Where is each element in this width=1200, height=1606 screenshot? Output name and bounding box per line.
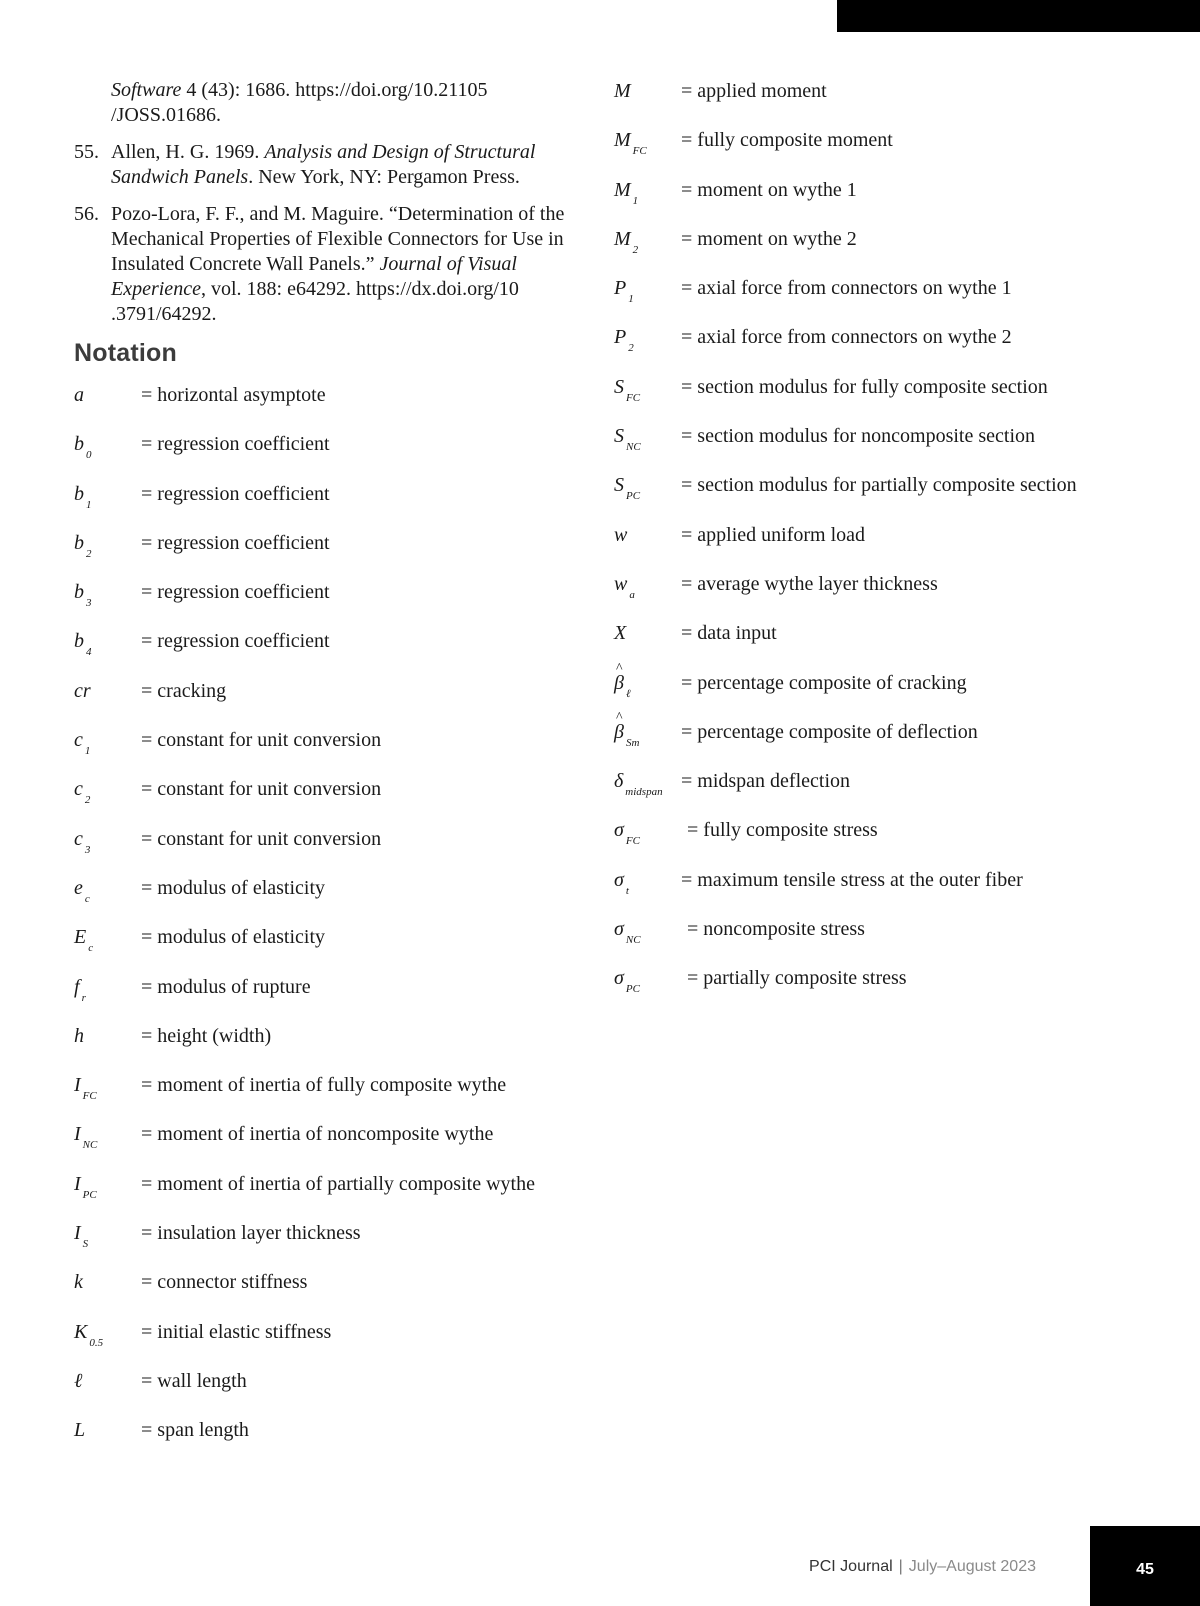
symbol-base: I bbox=[74, 1222, 81, 1245]
notation-row bbox=[614, 768, 1200, 817]
notation-row bbox=[614, 916, 1200, 965]
page-footer bbox=[809, 1558, 1036, 1576]
symbol-base: P bbox=[614, 277, 627, 300]
notation-symbol bbox=[614, 78, 631, 104]
notation-symbol bbox=[614, 275, 634, 312]
notation-row bbox=[614, 127, 1200, 176]
page-number: 45 bbox=[1136, 1561, 1154, 1578]
symbol-base: b bbox=[74, 531, 84, 554]
notation-symbol bbox=[614, 324, 634, 361]
notation-heading: Notation bbox=[74, 339, 177, 367]
symbol-base: cr bbox=[74, 679, 91, 702]
notation-row bbox=[614, 620, 1200, 669]
notation-row bbox=[74, 1319, 584, 1368]
notation-symbol bbox=[74, 776, 90, 813]
symbol-base: S bbox=[614, 425, 624, 448]
symbol-base: S bbox=[614, 474, 624, 497]
notation-row bbox=[74, 431, 584, 480]
notation-definition: = average wythe layer thickness bbox=[681, 572, 938, 595]
notation-row bbox=[74, 1368, 584, 1417]
notation-definition: = modulus of elasticity bbox=[141, 876, 326, 899]
symbol-base: δ bbox=[614, 770, 624, 793]
notation-symbol bbox=[74, 481, 92, 518]
notation-definition: = span length bbox=[141, 1419, 249, 1442]
notation-symbol bbox=[614, 423, 641, 460]
symbol-subscript: 0.5 bbox=[89, 1336, 104, 1349]
notation-definition: = regression coefficient bbox=[141, 630, 330, 653]
notation-symbol bbox=[74, 1319, 103, 1356]
notation-definition: = regression coefficient bbox=[141, 531, 330, 554]
symbol-subscript: 1 bbox=[86, 498, 92, 511]
notation-symbol bbox=[74, 1417, 85, 1443]
notation-row bbox=[74, 974, 584, 1023]
notation-symbol bbox=[74, 974, 86, 1011]
notation-definition: = cracking bbox=[141, 679, 227, 702]
symbol-base: I bbox=[74, 1172, 81, 1195]
notation-symbol bbox=[74, 1171, 97, 1208]
notation-symbol bbox=[614, 670, 631, 707]
symbol-subscript: c bbox=[84, 892, 90, 905]
symbol-subscript: 2 bbox=[86, 547, 92, 560]
left-column bbox=[74, 78, 584, 1467]
symbol-subscript: c bbox=[88, 942, 94, 955]
symbol-subscript: 2 bbox=[628, 342, 634, 355]
symbol-base: c bbox=[74, 827, 83, 850]
notation-definition: = fully composite stress bbox=[687, 819, 878, 842]
notation-definition: = percentage composite of deflection bbox=[681, 720, 978, 743]
notation-row bbox=[614, 324, 1200, 373]
notation-symbol bbox=[614, 916, 641, 953]
notation-symbol bbox=[614, 374, 640, 411]
notation-symbol bbox=[74, 727, 90, 764]
symbol-subscript: Sm bbox=[625, 736, 640, 749]
notation-row bbox=[74, 776, 584, 825]
notation-symbol bbox=[614, 226, 638, 263]
notation-symbol bbox=[614, 817, 640, 854]
symbol-base: b bbox=[74, 482, 84, 505]
reference-text: Pozo-Lora, F. F., and M. Maguire. “Determination of the Mechanical Properties of Flexible Connectors for Use in Insulated Concrete Wall Panels.” bbox=[111, 203, 565, 275]
notation-definition: = modulus of elasticity bbox=[141, 926, 326, 949]
reference-number: 55. bbox=[74, 141, 99, 163]
footer-separator: | bbox=[898, 1558, 903, 1575]
notation-definition: = noncomposite stress bbox=[687, 918, 865, 941]
symbol-base: ℓ bbox=[74, 1369, 83, 1392]
symbol-subscript: 2 bbox=[84, 794, 91, 807]
notation-symbol bbox=[614, 127, 647, 164]
symbol-subscript: NC bbox=[626, 441, 641, 454]
symbol-base: f bbox=[74, 975, 80, 998]
notation-definition: = moment on wythe 2 bbox=[681, 227, 857, 250]
symbol-base: c bbox=[74, 729, 83, 752]
issue-date: July–August 2023 bbox=[908, 1558, 1036, 1575]
notation-row bbox=[614, 670, 1200, 719]
notation-definition: = regression coefficient bbox=[141, 482, 330, 505]
notation-symbol bbox=[74, 1368, 82, 1394]
notation-definition: = horizontal asymptote bbox=[141, 384, 326, 406]
symbol-base: a bbox=[74, 384, 84, 406]
notation-row bbox=[74, 1023, 584, 1072]
symbol-subscript: PC bbox=[626, 490, 641, 503]
symbol-base: c bbox=[74, 778, 83, 801]
symbol-base: σ bbox=[614, 967, 624, 990]
symbol-base: b bbox=[74, 630, 84, 653]
notation-row bbox=[74, 1072, 584, 1121]
notation-symbol bbox=[74, 875, 90, 912]
symbol-subscript: 1 bbox=[628, 293, 634, 306]
notation-symbol bbox=[74, 530, 92, 567]
notation-definition: = fully composite moment bbox=[681, 129, 893, 152]
symbol-subscript: 3 bbox=[86, 597, 92, 610]
reference-text: , vol. 188: e64292. https://dx.doi.org/10 .3791/64292. bbox=[111, 278, 519, 325]
symbol-subscript: PC bbox=[625, 983, 640, 996]
notation-row bbox=[74, 1417, 584, 1466]
symbol-base: M bbox=[614, 178, 631, 201]
symbol-subscript: 4 bbox=[86, 646, 92, 659]
symbol-subscript: FC bbox=[626, 391, 641, 404]
notation-definition: = regression coefficient bbox=[141, 581, 330, 604]
notation-symbol bbox=[614, 522, 627, 548]
reference-list bbox=[74, 78, 584, 327]
symbol-subscript: a bbox=[629, 588, 635, 601]
notation-symbol bbox=[74, 1072, 97, 1109]
notation-definition: = midspan deflection bbox=[681, 770, 851, 793]
symbol-subscript: 0 bbox=[86, 449, 92, 462]
notation-row bbox=[74, 678, 584, 727]
notation-definition: = height (width) bbox=[141, 1024, 272, 1047]
notation-symbol bbox=[74, 1121, 97, 1158]
symbol-subscript: FC bbox=[625, 835, 640, 848]
journal-name: PCI Journal bbox=[809, 1558, 893, 1575]
symbol-base: w bbox=[614, 572, 628, 595]
symbol-base: I bbox=[74, 1074, 81, 1097]
notation-symbol bbox=[74, 431, 92, 468]
notation-row bbox=[614, 275, 1200, 324]
notation-symbol bbox=[614, 177, 638, 214]
notation-definition: = section modulus for fully composite section bbox=[681, 375, 1048, 398]
symbol-base: h bbox=[74, 1024, 84, 1047]
reference-title: Software bbox=[111, 79, 182, 101]
symbol-subscript: 1 bbox=[84, 745, 91, 758]
symbol-subscript: 1 bbox=[632, 194, 639, 207]
symbol-base: X bbox=[614, 622, 627, 645]
notation-row bbox=[74, 530, 584, 579]
notation-definition: = insulation layer thickness bbox=[141, 1222, 361, 1245]
notation-definition: = connector stiffness bbox=[141, 1271, 308, 1294]
symbol-base: k bbox=[74, 1271, 83, 1294]
reference-text: . New York, NY: Pergamon Press. bbox=[248, 166, 520, 188]
notation-row bbox=[614, 423, 1200, 472]
notation-row bbox=[74, 481, 584, 530]
symbol-base: ^ β bbox=[614, 719, 624, 745]
symbol-base: M bbox=[614, 227, 631, 250]
symbol-base: σ bbox=[614, 819, 624, 842]
notation-row bbox=[614, 374, 1200, 423]
notation-row bbox=[614, 817, 1200, 866]
symbol-subscript: FC bbox=[82, 1090, 97, 1103]
notation-definition: = constant for unit conversion bbox=[141, 827, 382, 850]
symbol-subscript: PC bbox=[82, 1188, 97, 1201]
symbol-base: S bbox=[614, 375, 624, 398]
symbol-subscript: 2 bbox=[632, 243, 639, 256]
notation-symbol bbox=[614, 965, 640, 1002]
symbol-base: L bbox=[74, 1419, 86, 1442]
symbol-subscript: S bbox=[82, 1238, 89, 1251]
notation-row bbox=[614, 177, 1200, 226]
symbol-base: I bbox=[74, 1123, 81, 1146]
symbol-subscript: FC bbox=[632, 145, 647, 158]
symbol-base: σ bbox=[614, 868, 624, 891]
notation-symbol bbox=[74, 1220, 88, 1257]
reference-item bbox=[74, 140, 584, 190]
symbol-base: e bbox=[74, 876, 83, 899]
notation-row bbox=[74, 875, 584, 924]
notation-list-left bbox=[74, 382, 584, 1467]
reference-text: 4 (43): 1686. https://doi.org/10.21105 /JOSS.01686. bbox=[111, 79, 488, 126]
reference-number: 56. bbox=[74, 203, 99, 225]
notation-symbol bbox=[614, 719, 639, 756]
notation-row bbox=[614, 226, 1200, 275]
notation-symbol bbox=[74, 924, 93, 961]
notation-definition: = percentage composite of cracking bbox=[681, 671, 967, 694]
notation-symbol bbox=[614, 620, 626, 646]
reference-title: Analysis and Design of Structural Sandwich Panels bbox=[111, 141, 536, 188]
notation-symbol bbox=[74, 628, 92, 665]
notation-row bbox=[614, 719, 1200, 768]
symbol-base: ^ β bbox=[614, 670, 624, 696]
notation-row bbox=[614, 522, 1200, 571]
notation-definition: = moment on wythe 1 bbox=[681, 178, 857, 201]
symbol-subscript: NC bbox=[625, 934, 641, 947]
symbol-subscript: 3 bbox=[84, 843, 91, 856]
reference-title: Journal of Visual Experience bbox=[111, 253, 517, 300]
notation-definition: = moment of inertia of partially composite wythe bbox=[141, 1172, 535, 1195]
notation-symbol bbox=[614, 571, 635, 608]
notation-symbol bbox=[74, 678, 91, 704]
notation-row bbox=[74, 628, 584, 677]
notation-definition: = initial elastic stiffness bbox=[141, 1320, 332, 1343]
notation-row bbox=[74, 1220, 584, 1269]
symbol-subscript: r bbox=[81, 991, 86, 1004]
symbol-base: K bbox=[74, 1320, 88, 1343]
notation-row bbox=[74, 382, 584, 431]
notation-symbol bbox=[74, 579, 92, 616]
symbol-base: M bbox=[614, 129, 631, 152]
symbol-base: w bbox=[614, 523, 628, 546]
notation-row bbox=[74, 1171, 584, 1220]
notation-definition: = constant for unit conversion bbox=[141, 729, 382, 752]
notation-symbol bbox=[74, 1023, 84, 1049]
symbol-subscript: midspan bbox=[625, 786, 663, 799]
symbol-base: σ bbox=[614, 918, 624, 941]
notation-row bbox=[614, 571, 1200, 620]
symbol-base: M bbox=[614, 80, 631, 102]
notation-row bbox=[614, 965, 1200, 1014]
notation-row bbox=[614, 867, 1200, 916]
notation-definition: = maximum tensile stress at the outer fiber bbox=[681, 868, 1023, 891]
notation-row bbox=[74, 924, 584, 973]
notation-definition: = moment of inertia of noncomposite wythe bbox=[141, 1123, 494, 1146]
header-bar bbox=[837, 0, 1200, 32]
notation-symbol bbox=[74, 1269, 83, 1295]
symbol-base: b bbox=[74, 581, 84, 604]
notation-symbol bbox=[614, 867, 629, 904]
notation-symbol bbox=[614, 472, 640, 509]
notation-definition: = moment of inertia of fully composite wythe bbox=[141, 1074, 507, 1097]
symbol-base: E bbox=[74, 926, 87, 949]
notation-list-right bbox=[614, 78, 1200, 1015]
notation-definition: = applied moment bbox=[681, 80, 827, 102]
notation-row bbox=[614, 472, 1200, 521]
notation-definition: = constant for unit conversion bbox=[141, 778, 382, 801]
notation-definition: = partially composite stress bbox=[687, 967, 907, 990]
symbol-base: b bbox=[74, 433, 84, 456]
notation-row bbox=[74, 1269, 584, 1318]
notation-definition: = regression coefficient bbox=[141, 433, 330, 456]
reference-item bbox=[74, 202, 584, 327]
notation-symbol bbox=[74, 382, 84, 408]
notation-row bbox=[74, 579, 584, 628]
reference-text: Allen, H. G. 1969. bbox=[111, 141, 265, 163]
symbol-base: P bbox=[614, 326, 627, 349]
notation-definition: = section modulus for noncomposite section bbox=[681, 425, 1036, 448]
notation-definition: = axial force from connectors on wythe 1 bbox=[681, 277, 1012, 300]
page-number-box bbox=[1090, 1526, 1200, 1606]
notation-row bbox=[74, 1121, 584, 1170]
symbol-subscript: ℓ bbox=[625, 687, 631, 700]
reference-item bbox=[74, 78, 584, 128]
notation-row bbox=[74, 727, 584, 776]
notation-definition: = applied uniform load bbox=[681, 523, 866, 546]
notation-definition: = data input bbox=[681, 622, 777, 645]
notation-symbol bbox=[74, 826, 90, 863]
notation-row bbox=[74, 826, 584, 875]
right-column bbox=[614, 78, 1200, 1015]
symbol-subscript: t bbox=[625, 884, 629, 897]
symbol-subscript: NC bbox=[82, 1139, 98, 1152]
notation-row bbox=[614, 78, 1200, 127]
notation-definition: = axial force from connectors on wythe 2 bbox=[681, 326, 1012, 349]
notation-definition: = wall length bbox=[141, 1369, 247, 1392]
notation-definition: = modulus of rupture bbox=[141, 975, 311, 998]
notation-definition: = section modulus for partially composite section bbox=[681, 474, 1077, 497]
notation-symbol bbox=[614, 768, 663, 805]
